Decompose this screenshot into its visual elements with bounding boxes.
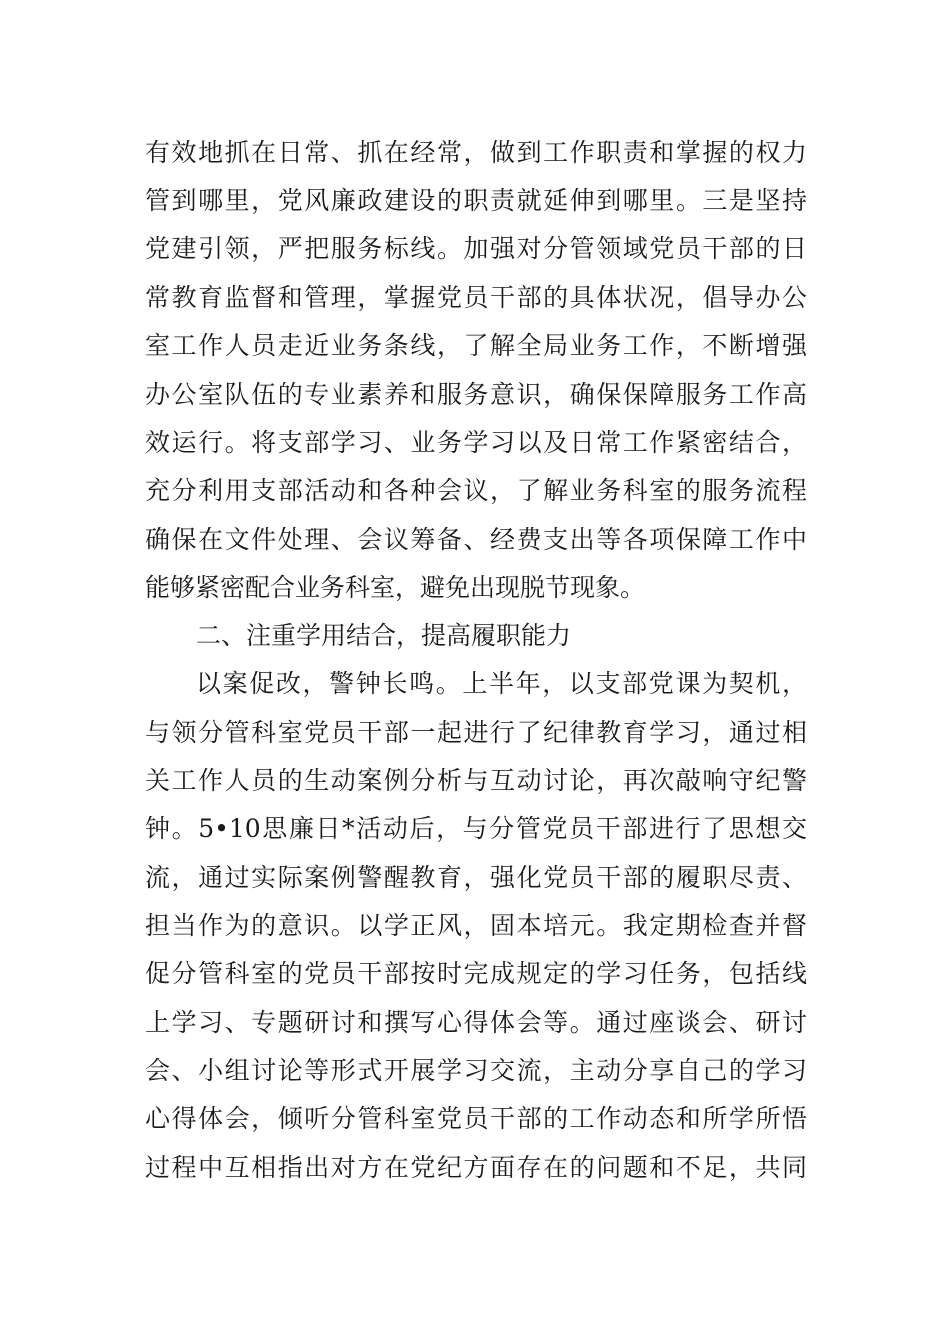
paragraph-line-16: 流，通过实际案例警醒教育，强化党员干部的履职尽责、	[145, 863, 807, 892]
paragraph-line-8: 充分利用支部活动和各种会议，了解业务科室的服务流程	[145, 476, 807, 505]
paragraph-line-10: 能够紧密配合业务科室，避免出现脱节现象。	[145, 573, 646, 602]
paragraph-line-7: 效运行。将支部学习、业务学习以及日常工作紧密结合，	[145, 428, 807, 457]
paragraph-line-1: 有效地抓在日常、抓在经常，做到工作职责和掌握的权力	[145, 138, 807, 167]
paragraph-line-14: 关工作人员的生动案例分析与互动讨论，再次敲响守纪警	[145, 766, 807, 795]
paragraph-line-20: 会、小组讨论等形式开展学习交流，主动分享自己的学习	[145, 1056, 807, 1085]
paragraph-line-6: 办公室队伍的专业素养和服务意识，确保保障服务工作高	[145, 380, 807, 409]
paragraph-line-17: 担当作为的意识。以学正风，固本培元。我定期检查并督	[145, 911, 807, 940]
paragraph-line-5: 室工作人员走近业务条线，了解全局业务工作，不断增强	[145, 331, 807, 360]
paragraph-line-19: 上学习、专题研讨和撰写心得体会等。通过座谈会、研讨	[145, 1008, 807, 1037]
paragraph-line-18: 促分管科室的党员干部按时完成规定的学习任务，包括线	[145, 959, 807, 988]
paragraph-line-15: 钟。5•10思廉日*活动后，与分管党员干部进行了思想交	[145, 814, 807, 843]
paragraph-line-9: 确保在文件处理、会议筹备、经费支出等各项保障工作中	[145, 525, 807, 554]
paragraph-line-4: 常教育监督和管理，掌握党员干部的具体状况，倡导办公	[145, 283, 807, 312]
paragraph-line-3: 党建引领，严把服务标线。加强对分管领域党员干部的日	[145, 234, 807, 263]
section-heading: 二、注重学用结合，提高履职能力	[196, 621, 572, 650]
paragraph-line-22: 过程中互相指出对方在党纪方面存在的问题和不足，共同	[145, 1153, 807, 1182]
paragraph-line-2: 管到哪里，党风廉政建设的职责就延伸到哪里。三是坚持	[145, 186, 807, 215]
paragraph-line-12: 以案促改，警钟长鸣。上半年，以支部党课为契机，	[196, 669, 807, 698]
paragraph-line-21: 心得体会，倾听分管科室党员干部的工作动态和所学所悟	[145, 1104, 807, 1133]
paragraph-line-13: 与领分管科室党员干部一起进行了纪律教育学习，通过相	[145, 718, 807, 747]
